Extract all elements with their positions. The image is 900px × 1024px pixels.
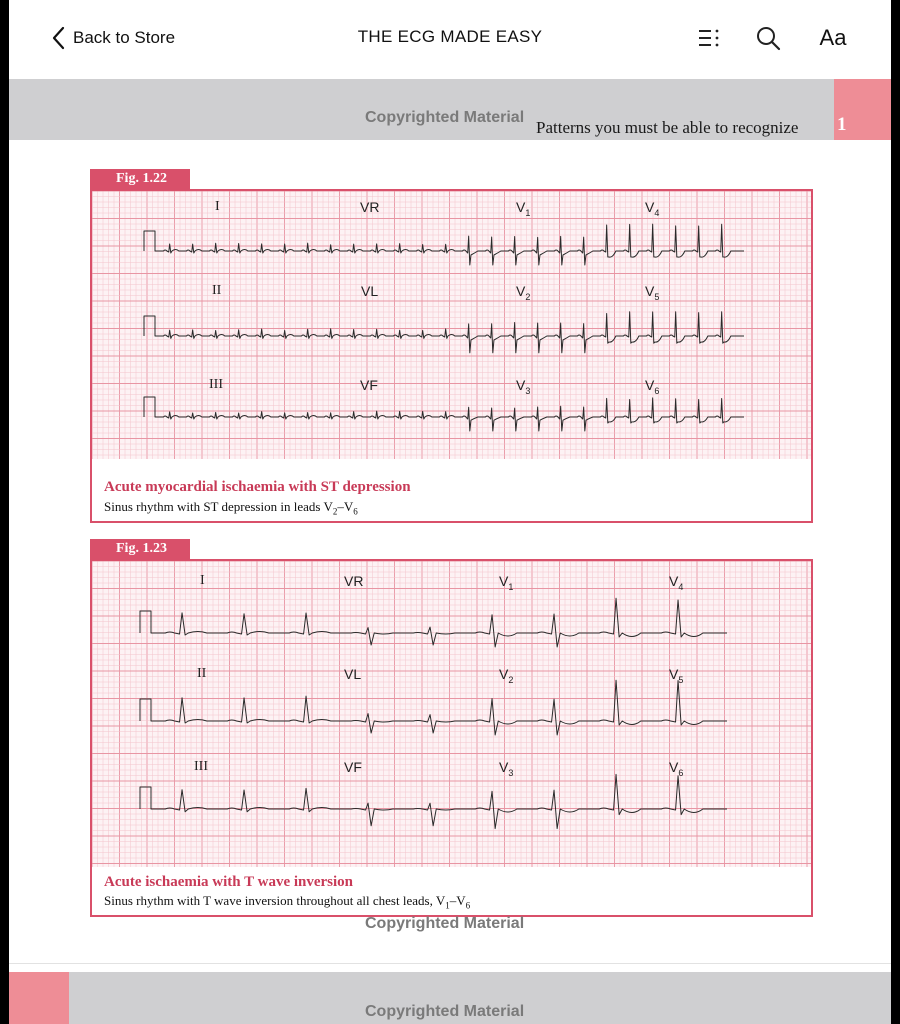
lead-label-V1: $V_1$ [499, 573, 514, 592]
figure-1-23 [90, 559, 813, 917]
figure-tag: Fig. 1.22 [90, 169, 190, 190]
ecg-trace-1-22 [92, 191, 811, 459]
lead-label-I: I [200, 573, 205, 588]
lead-label-VR: VR [360, 199, 380, 215]
figure-caption-title: Acute ischaemia with T wave inversion [104, 874, 354, 890]
lead-label-V2: $V_2$ [516, 283, 531, 302]
figure-caption-text: Sinus rhythm with T wave inversion throughout all chest leads, $V_1-V_6$ [104, 893, 471, 911]
page-divider [9, 963, 891, 964]
book-title: THE ECG MADE EASY [357, 27, 543, 46]
table-of-contents-button[interactable] [692, 22, 724, 54]
reader-toolbar [9, 0, 891, 76]
ecg-trace-1-23 [92, 561, 811, 867]
lead-label-V2: $V_2$ [499, 666, 514, 685]
lead-label-III: III [209, 377, 223, 392]
back-to-store-label: Back to Store [73, 28, 176, 47]
figure-1-22 [90, 189, 813, 523]
lead-label-V4: $V_4$ [669, 573, 684, 592]
reader-screen [9, 0, 891, 1024]
lead-label-V6: $V_6$ [669, 759, 684, 778]
table-of-contents-icon [694, 24, 722, 52]
figure-caption-title: Acute myocardial ischaemia with ST depression [104, 479, 411, 495]
lead-label-III: III [194, 759, 208, 774]
figure-caption-text: Sinus rhythm with ST depression in leads $V_2-V_6$ [104, 499, 358, 517]
lead-label-II: II [212, 283, 222, 298]
ecg-grid-background [92, 191, 811, 459]
copyright-watermark-bottom: Copyrighted Material [365, 915, 525, 932]
lead-label-V3: $V_3$ [516, 377, 531, 396]
lead-label-V1: $V_1$ [516, 199, 531, 218]
font-settings-button[interactable]: Aa [819, 25, 847, 50]
back-to-store-button[interactable] [51, 24, 175, 52]
lead-label-V4: $V_4$ [645, 199, 660, 218]
lead-label-V5: $V_5$ [645, 283, 660, 302]
lead-label-V5: $V_5$ [669, 666, 684, 685]
lead-label-VL: VL [361, 283, 379, 299]
lead-label-II: II [197, 666, 207, 681]
lead-label-I: I [215, 199, 220, 214]
chevron-left-icon [51, 26, 65, 50]
ecg-grid-background [92, 561, 811, 867]
lead-label-VL: VL [344, 666, 362, 682]
lead-label-V6: $V_6$ [645, 377, 660, 396]
lead-label-VF: VF [360, 377, 378, 393]
search-icon [754, 24, 782, 52]
chapter-number: 1 [837, 114, 847, 135]
copyright-watermark-top: Copyrighted Material [365, 109, 525, 126]
section-heading: Patterns you must be able to recognize [536, 118, 799, 137]
lead-label-V3: $V_3$ [499, 759, 514, 778]
figure-tag: Fig. 1.23 [90, 539, 190, 560]
lead-label-VR: VR [344, 573, 364, 589]
copyright-watermark-next: Copyrighted Material [365, 1003, 525, 1020]
next-page-tab [9, 972, 69, 1024]
search-button[interactable] [752, 22, 784, 54]
lead-label-VF: VF [344, 759, 362, 775]
